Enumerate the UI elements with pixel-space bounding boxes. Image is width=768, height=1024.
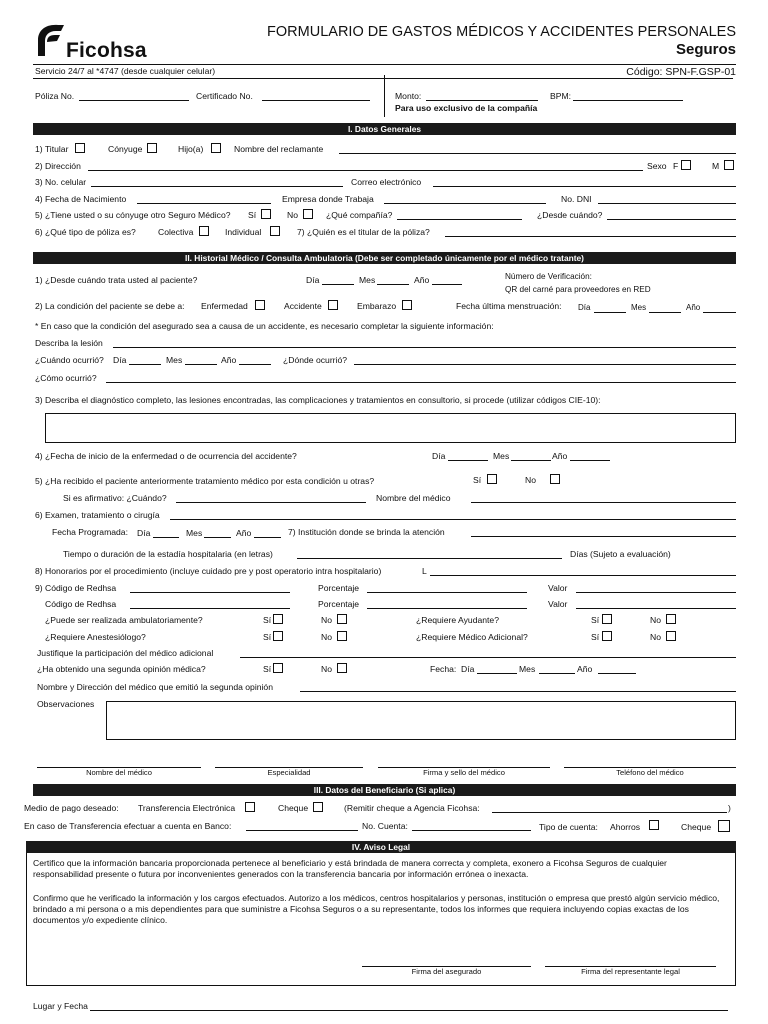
- since-when-input[interactable]: [607, 219, 736, 220]
- q4-day-label: Día: [432, 451, 446, 461]
- anesth-no-checkbox[interactable]: [337, 631, 347, 641]
- account-type-label: Tipo de cuenta:: [539, 822, 598, 832]
- legal-paragraph-1: Certifico que la información bancaria proporcionada pertenece al beneficiario y está brindada de manera correcta y completa, exonero a Ficohsa Seguros de cualquier responsabilidad presente o futura por inconvenientes generados con la transferencia bancaria por información errónea o inexacta.: [33, 858, 667, 879]
- second-opinion-yes-checkbox[interactable]: [273, 663, 283, 673]
- collective-label: Colectiva: [158, 227, 194, 237]
- insured-sign-caption: Firma del asegurado: [411, 967, 482, 976]
- add-doctor-no-label: No: [650, 632, 661, 642]
- second-month-label: Mes: [519, 664, 536, 674]
- second-opinion-no-label: No: [321, 664, 332, 674]
- sex-label: Sexo: [647, 161, 667, 171]
- claimant-input[interactable]: [339, 153, 736, 154]
- male-label: M: [712, 161, 720, 171]
- days-label: Días (Sujeto a evaluación): [570, 549, 671, 559]
- checking-label: Cheque: [681, 822, 712, 832]
- outpatient-label: ¿Puede ser realizada ambulatoriamente?: [45, 615, 203, 625]
- child-label: Hijo(a): [178, 144, 204, 154]
- q2-label: 2) La condición del paciente se debe a:: [35, 301, 185, 311]
- spouse-label: Cónyuge: [108, 144, 143, 154]
- when-month-input[interactable]: [185, 364, 217, 365]
- scheduled-month-label: Mes: [186, 528, 203, 538]
- last-period-day-label: Día: [578, 303, 591, 312]
- when-year-input[interactable]: [239, 364, 271, 365]
- bank-label: En caso de Transferencia efectuar a cuenta en Banco:: [24, 821, 232, 831]
- birth-input[interactable]: [137, 203, 271, 204]
- since-when-label: ¿Desde cuándo?: [537, 210, 603, 220]
- q1-month-label: Mes: [359, 275, 376, 285]
- q1-year-label: Año: [414, 275, 430, 285]
- bank-input[interactable]: [246, 830, 358, 831]
- remit-label: (Remitir cheque a Agencia Ficohsa:: [344, 803, 480, 813]
- second-doctor-input[interactable]: [300, 691, 736, 692]
- which-company-label: ¿Qué compañía?: [326, 210, 393, 220]
- prev-doctor-input[interactable]: [471, 502, 736, 503]
- female-label: F: [673, 161, 679, 171]
- q1-day-label: Día: [306, 275, 320, 285]
- other-insurance-no-checkbox[interactable]: [303, 209, 313, 219]
- individual-label: Individual: [225, 227, 262, 237]
- percent-2-input[interactable]: [367, 608, 527, 609]
- last-period-year-input[interactable]: [703, 312, 736, 313]
- legal-paragraph-2: Confirmo que he verificado la información y los cargos efectuados. Autorizo a los médicos, centros hospitalarios y personas, institución o empresa que prestó algún servicio médico, brindado a mi persona o a mis dependientes para que suministre a Ficohsa Seguros o a su representante, todos los informes que requiera incluyendo copias exactas de los documentos y/o expediente clínico.: [33, 893, 720, 925]
- pregnancy-label: Embarazo: [357, 301, 397, 311]
- percent-1-input[interactable]: [367, 592, 527, 593]
- q6-input[interactable]: [170, 519, 736, 520]
- fees-input[interactable]: [430, 575, 736, 576]
- company-use-note: Para uso exclusivo de la compañía: [395, 103, 538, 113]
- anesth-label: ¿Requiere Anestesiólogo?: [45, 632, 146, 642]
- verification-label: Número de Verificación:: [505, 272, 592, 281]
- redhsa-2-label: Código de Redhsa: [45, 599, 117, 609]
- section-general-data-header: I. Datos Generales: [33, 123, 736, 135]
- last-period-month-label: Mes: [631, 303, 647, 312]
- injury-label: Describa la lesión: [35, 338, 103, 348]
- bpm-label: BPM:: [550, 91, 572, 101]
- q1-year-input[interactable]: [432, 284, 462, 285]
- second-opinion-yes-label: Sí: [263, 664, 272, 674]
- anesth-yes-label: Sí: [263, 632, 272, 642]
- last-period-label: Fecha última menstruación:: [456, 301, 562, 311]
- if-yes-input[interactable]: [176, 502, 366, 503]
- prev-doctor-label: Nombre del médico: [376, 493, 451, 503]
- policy-holder-input[interactable]: [445, 236, 736, 237]
- assistant-no-checkbox[interactable]: [666, 614, 676, 624]
- scheduled-year-input[interactable]: [254, 537, 281, 538]
- outpatient-yes-checkbox[interactable]: [273, 614, 283, 624]
- illness-checkbox[interactable]: [255, 300, 265, 310]
- dni-input[interactable]: [598, 203, 736, 204]
- ficohsa-logo-icon: [34, 22, 66, 58]
- second-opinion-label: ¿Ha obtenido una segunda opinión médica?: [37, 664, 206, 674]
- savings-label: Ahorros: [610, 822, 641, 832]
- doctor-name-caption: Nombre del médico: [86, 768, 152, 777]
- service-line: Servicio 24/7 al *4747 (desde cualquier celular): [35, 66, 216, 76]
- which-company-input[interactable]: [397, 219, 522, 220]
- where-occurred-input[interactable]: [354, 364, 736, 365]
- brand-name: Ficohsa: [66, 39, 147, 62]
- bpm-input[interactable]: [573, 100, 683, 101]
- dni-label: No. DNI: [561, 194, 592, 204]
- child-checkbox[interactable]: [211, 143, 221, 153]
- scheduled-day-input[interactable]: [153, 537, 179, 538]
- doctor-seal-caption: Firma y sello del médico: [423, 768, 505, 777]
- justify-label: Justifique la participación del médico adicional: [37, 648, 214, 658]
- how-occurred-input[interactable]: [106, 382, 736, 383]
- checking-checkbox[interactable]: [718, 820, 730, 832]
- form-title: FORMULARIO DE GASTOS MÉDICOS Y ACCIDENTES PERSONALES: [267, 24, 736, 40]
- percent-2-label: Porcentaje: [318, 599, 360, 609]
- observations-label: Observaciones: [37, 699, 95, 709]
- male-checkbox[interactable]: [724, 160, 734, 170]
- q4-month-input[interactable]: [511, 460, 551, 461]
- place-date-label: Lugar y Fecha: [33, 1001, 88, 1011]
- spouse-checkbox[interactable]: [147, 143, 157, 153]
- add-doctor-no-checkbox[interactable]: [666, 631, 676, 641]
- assistant-no-label: No: [650, 615, 661, 625]
- percent-1-label: Porcentaje: [318, 583, 360, 593]
- how-occurred-label: ¿Cómo ocurrió?: [35, 373, 97, 383]
- add-doctor-yes-label: Sí: [591, 632, 600, 642]
- scheduled-year-label: Año: [236, 528, 252, 538]
- second-year-label: Año: [577, 664, 593, 674]
- doctor-phone-caption: Teléfono del médico: [616, 768, 684, 777]
- accident-note: * En caso que la condición del asegurado sea a causa de un accidente, es necesario completar la siguiente información:: [35, 321, 494, 331]
- employer-input[interactable]: [384, 203, 546, 204]
- redhsa-1-input[interactable]: [130, 592, 290, 593]
- q3-label: 3) Describa el diagnóstico completo, las lesiones encontradas, las complicaciones y tratamientos en consultorio, si procede (utilizar códigos CIE-10):: [35, 395, 601, 405]
- agency-input[interactable]: [492, 812, 727, 813]
- when-month-label: Mes: [166, 355, 183, 365]
- if-yes-label: Si es afirmativo: ¿Cuándo?: [63, 493, 167, 503]
- q7-label: 7) Institución donde se brinda la atención: [288, 527, 445, 537]
- injury-input[interactable]: [113, 347, 736, 348]
- amount-label: Monto:: [395, 91, 422, 101]
- transfer-label: Transferencia Electrónica: [138, 803, 236, 813]
- account-input[interactable]: [412, 830, 531, 831]
- claimant-label: Nombre del reclamante: [234, 144, 324, 154]
- accident-label: Accidente: [284, 301, 322, 311]
- policy-label: Póliza No.: [35, 91, 75, 101]
- phone-label: 3) No. celular: [35, 177, 87, 187]
- other-insurance-label: 5) ¿Tiene usted o su cónyuge otro Seguro Médico?: [35, 210, 231, 220]
- outpatient-no-checkbox[interactable]: [337, 614, 347, 624]
- value-1-label: Valor: [548, 583, 568, 593]
- value-2-input[interactable]: [576, 608, 736, 609]
- value-2-label: Valor: [548, 599, 568, 609]
- second-day-input[interactable]: [477, 673, 517, 674]
- q4-year-input[interactable]: [570, 460, 610, 461]
- add-doctor-label: ¿Requiere Médico Adicional?: [416, 632, 528, 642]
- employer-label: Empresa donde Trabaja: [282, 194, 374, 204]
- q8-label: 8) Honorarios por el procedimiento (incluye cuidado pre y post operatorio intra hospitalario): [35, 566, 382, 576]
- anesth-no-label: No: [321, 632, 332, 642]
- when-day-input[interactable]: [129, 364, 161, 365]
- observations-textbox[interactable]: [106, 701, 736, 740]
- q4-label: 4) ¿Fecha de inicio de la enfermedad o de ocurrencia del accidente?: [35, 451, 297, 461]
- assistant-yes-checkbox[interactable]: [602, 614, 612, 624]
- second-doctor-label: Nombre y Dirección del médico que emitió la segunda opinión: [37, 682, 273, 692]
- second-month-input[interactable]: [539, 673, 575, 674]
- q5-yes-label: Sí: [473, 475, 482, 485]
- assistant-label: ¿Requiere Ayudante?: [416, 615, 499, 625]
- amount-input[interactable]: [426, 100, 538, 101]
- q9-label: 9) Código de Redhsa: [35, 583, 117, 593]
- q5-no-label: No: [525, 475, 536, 485]
- when-day-label: Día: [113, 355, 127, 365]
- other-insurance-yes-checkbox[interactable]: [261, 209, 271, 219]
- when-year-label: Año: [221, 355, 237, 365]
- cheque-label: Cheque: [278, 803, 309, 813]
- q4-month-label: Mes: [493, 451, 510, 461]
- assistant-yes-label: Sí: [591, 615, 600, 625]
- form-code: Código: SPN-F.GSP-01: [626, 66, 736, 78]
- section-medical-history-header: II. Historial Médico / Consulta Ambulatoria (Debe ser completado únicamente por el médico tratante): [33, 252, 736, 264]
- payment-label: Medio de pago deseado:: [24, 803, 119, 813]
- email-input[interactable]: [433, 186, 736, 187]
- policy-type-label: 6) ¿Qué tipo de póliza es?: [35, 227, 136, 237]
- account-label: No. Cuenta:: [362, 821, 408, 831]
- address-label: 2) Dirección: [35, 161, 81, 171]
- individual-checkbox[interactable]: [270, 226, 280, 236]
- savings-checkbox[interactable]: [649, 820, 659, 830]
- value-1-input[interactable]: [576, 592, 736, 593]
- section-legal-header: IV. Aviso Legal: [26, 841, 736, 853]
- qr-note: QR del carné para proveedores en RED: [505, 285, 651, 294]
- second-opinion-date-label: Fecha:: [430, 664, 457, 674]
- phone-input[interactable]: [91, 186, 343, 187]
- q5-no-checkbox[interactable]: [550, 474, 560, 484]
- titular-label: 1) Titular: [35, 144, 69, 154]
- outpatient-yes-label: Sí: [263, 615, 272, 625]
- q4-day-input[interactable]: [448, 460, 488, 461]
- redhsa-2-input[interactable]: [130, 608, 290, 609]
- certificate-input[interactable]: [262, 100, 370, 101]
- justify-input[interactable]: [240, 657, 736, 658]
- remit-close: ): [728, 803, 731, 813]
- q1-month-input[interactable]: [377, 284, 409, 285]
- last-period-year-label: Año: [686, 303, 701, 312]
- female-checkbox[interactable]: [681, 160, 691, 170]
- currency-label: L: [422, 566, 427, 576]
- q7-input[interactable]: [471, 536, 736, 537]
- other-insurance-no-label: No: [287, 210, 298, 220]
- scheduled-day-label: Día: [137, 528, 151, 538]
- policy-holder-label: 7) ¿Quién es el titular de la póliza?: [297, 227, 430, 237]
- q4-year-label: Año: [552, 451, 568, 461]
- accident-checkbox[interactable]: [328, 300, 338, 310]
- add-doctor-yes-checkbox[interactable]: [602, 631, 612, 641]
- scheduled-label: Fecha Programada:: [52, 527, 128, 537]
- scheduled-month-input[interactable]: [204, 537, 231, 538]
- birth-label: 4) Fecha de Nacimiento: [35, 194, 127, 204]
- q1-day-input[interactable]: [322, 284, 354, 285]
- stay-input[interactable]: [297, 558, 562, 559]
- transfer-checkbox[interactable]: [245, 802, 255, 812]
- last-period-month-input[interactable]: [649, 312, 681, 313]
- last-period-day-input[interactable]: [594, 312, 626, 313]
- specialty-caption: Especialidad: [267, 768, 311, 777]
- other-insurance-yes-label: Sí: [248, 210, 257, 220]
- anesth-yes-checkbox[interactable]: [273, 631, 283, 641]
- email-label: Correo electrónico: [351, 177, 422, 187]
- policy-input[interactable]: [79, 100, 189, 101]
- diagnosis-textbox[interactable]: [45, 413, 736, 443]
- q6-label: 6) Examen, tratamiento o cirugía: [35, 510, 160, 520]
- pregnancy-checkbox[interactable]: [402, 300, 412, 310]
- titular-checkbox[interactable]: [75, 143, 85, 153]
- section-beneficiary-header: III. Datos del Beneficiario (Si aplica): [33, 784, 736, 796]
- where-occurred-label: ¿Dónde ocurrió?: [283, 355, 348, 365]
- q1-label: 1) ¿Desde cuándo trata usted al paciente?: [35, 275, 198, 285]
- stay-label: Tiempo o duración de la estadía hospitalaria (en letras): [63, 549, 273, 559]
- outpatient-no-label: No: [321, 615, 332, 625]
- address-input[interactable]: [88, 170, 643, 171]
- q5-yes-checkbox[interactable]: [487, 474, 497, 484]
- illness-label: Enfermedad: [201, 301, 248, 311]
- second-year-input[interactable]: [598, 673, 636, 674]
- cheque-checkbox[interactable]: [313, 802, 323, 812]
- when-occurred-label: ¿Cuándo ocurrió?: [35, 355, 104, 365]
- legal-rep-sign-caption: Firma del representante legal: [581, 967, 680, 976]
- second-day-label: Día: [461, 664, 475, 674]
- place-date-input[interactable]: [90, 1010, 728, 1011]
- second-opinion-no-checkbox[interactable]: [337, 663, 347, 673]
- certificate-label: Certificado No.: [196, 91, 253, 101]
- q5-label: 5) ¿Ha recibido el paciente anteriormente tratamiento médico por esta condición u otras?: [35, 476, 375, 486]
- form-subtitle: Seguros: [675, 41, 736, 58]
- collective-checkbox[interactable]: [199, 226, 209, 236]
